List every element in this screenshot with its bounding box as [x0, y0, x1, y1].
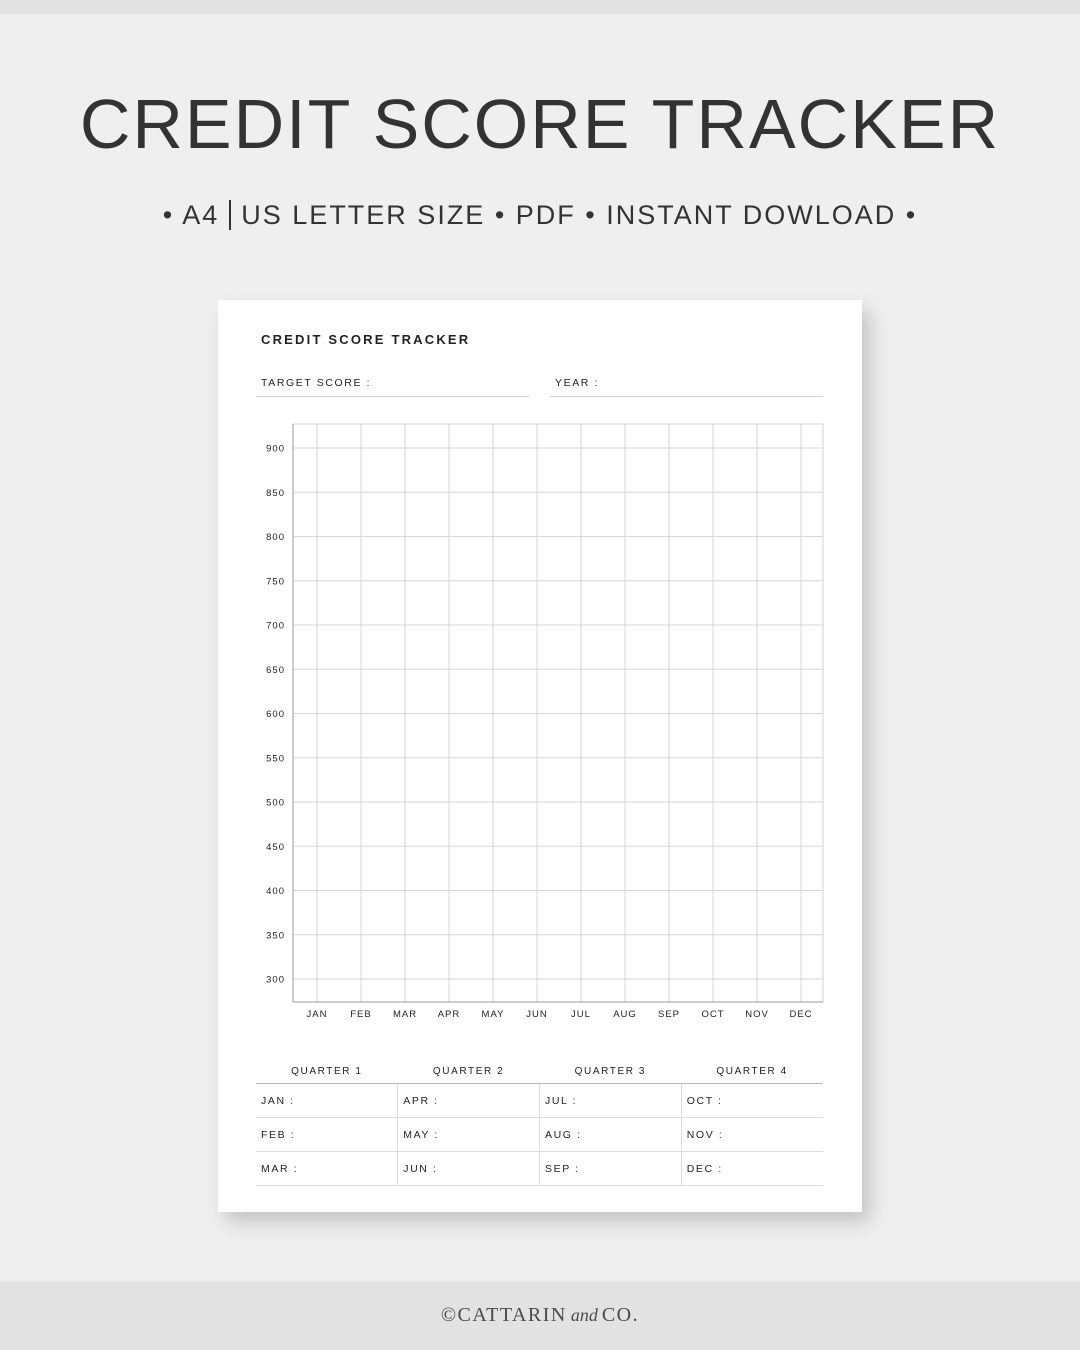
month-score-cell[interactable]: AUG :: [540, 1118, 682, 1152]
brand-co: CO.: [601, 1304, 640, 1326]
tracker-sheet: [218, 300, 862, 1212]
score-chart: [218, 300, 862, 1040]
month-score-cell[interactable]: SEP :: [540, 1152, 682, 1186]
month-score-cell[interactable]: NOV :: [681, 1118, 823, 1152]
top-strip: [0, 0, 1080, 14]
month-score-cell[interactable]: MAY :: [398, 1118, 540, 1152]
year-label: YEAR :: [555, 377, 600, 389]
subtitle: [0, 200, 1080, 231]
x-tick-label: AUG: [613, 1009, 637, 1020]
footer-brand: [0, 1281, 1080, 1350]
quarterly-summary-table: [256, 1060, 823, 1186]
brand-name: ©CATTARIN: [440, 1304, 567, 1326]
y-tick-label: 750: [266, 576, 285, 588]
x-tick-label: NOV: [745, 1009, 769, 1020]
y-tick-label: 700: [266, 620, 285, 632]
table-row: [256, 1084, 823, 1118]
y-tick-label: 900: [266, 443, 285, 455]
quarter-header: QUARTER 2: [398, 1060, 540, 1084]
x-tick-label: JUL: [571, 1009, 591, 1020]
x-tick-label: JAN: [306, 1009, 328, 1020]
subtitle-format-a4: • A4: [162, 200, 220, 230]
quarter-header-row: [256, 1060, 823, 1084]
x-tick-label: DEC: [789, 1009, 813, 1020]
month-score-cell[interactable]: JAN :: [256, 1084, 398, 1118]
brand-and: and: [570, 1305, 598, 1325]
target-score-label: TARGET SCORE :: [261, 377, 372, 389]
month-score-cell[interactable]: JUN :: [398, 1152, 540, 1186]
month-score-cell[interactable]: JUL :: [540, 1084, 682, 1118]
table-row: [256, 1152, 823, 1186]
month-score-cell[interactable]: DEC :: [681, 1152, 823, 1186]
subtitle-divider: [229, 200, 231, 230]
y-tick-label: 300: [266, 974, 285, 986]
x-tick-label: JUN: [526, 1009, 548, 1020]
y-tick-label: 650: [266, 664, 285, 676]
quarter-header: QUARTER 3: [540, 1060, 682, 1084]
quarter-header: QUARTER 1: [256, 1060, 398, 1084]
y-tick-label: 550: [266, 753, 285, 765]
month-score-cell[interactable]: OCT :: [681, 1084, 823, 1118]
x-tick-label: APR: [437, 1009, 461, 1020]
month-score-cell[interactable]: FEB :: [256, 1118, 398, 1152]
y-tick-label: 400: [266, 886, 285, 897]
month-score-cell[interactable]: APR :: [398, 1084, 540, 1118]
quarter-header: QUARTER 4: [681, 1060, 823, 1084]
x-tick-label: FEB: [350, 1009, 372, 1020]
y-tick-label: 500: [266, 797, 285, 809]
y-tick-label: 600: [266, 709, 285, 720]
sheet-title: CREDIT SCORE TRACKER: [261, 332, 471, 347]
x-tick-label: MAY: [481, 1009, 505, 1020]
y-tick-label: 350: [266, 930, 285, 942]
subtitle-details: US LETTER SIZE • PDF • INSTANT DOWLOAD •: [241, 200, 918, 230]
x-tick-label: MAR: [392, 1009, 418, 1020]
hero-title: CREDIT SCORE TRACKER: [79, 85, 1001, 163]
month-score-cell[interactable]: MAR :: [256, 1152, 398, 1186]
x-tick-label: SEP: [657, 1009, 681, 1020]
x-tick-label: OCT: [701, 1009, 725, 1020]
table-row: [256, 1118, 823, 1152]
y-tick-label: 800: [266, 532, 285, 543]
y-tick-label: 450: [266, 841, 285, 853]
y-tick-label: 850: [266, 487, 285, 499]
